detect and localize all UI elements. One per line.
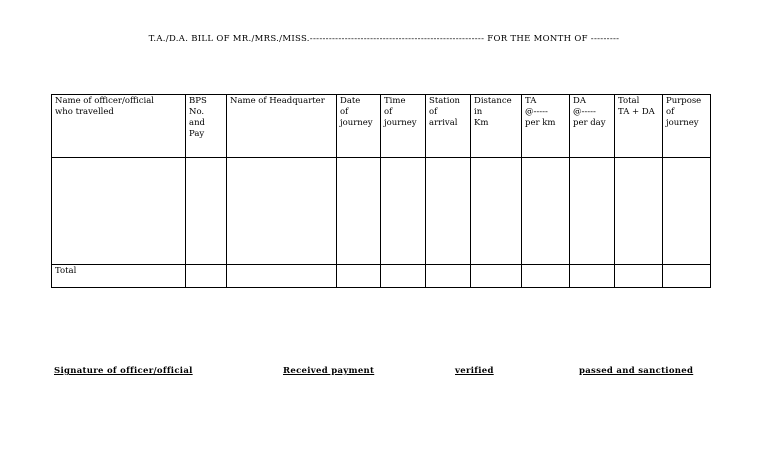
header-total-ta-da: Total TA + DA — [615, 95, 663, 158]
header-officer-name: Name of officer/official who travelled — [52, 95, 186, 158]
header-date-of-journey: Date of journey — [337, 95, 381, 158]
ta-da-bill-table — [51, 94, 711, 288]
total-cell — [426, 265, 471, 288]
total-cell — [663, 265, 711, 288]
total-cell — [186, 265, 227, 288]
header-station-of-arrival: Station of arrival — [426, 95, 471, 158]
total-cell — [522, 265, 570, 288]
entry-cell — [381, 158, 426, 265]
total-cell — [570, 265, 615, 288]
entry-cell — [337, 158, 381, 265]
header-headquarter: Name of Headquarter — [227, 95, 337, 158]
header-distance-km: Distance in Km — [471, 95, 522, 158]
entry-cell — [471, 158, 522, 265]
entry-cell — [186, 158, 227, 265]
table-header-row — [52, 95, 711, 158]
entry-cell — [227, 158, 337, 265]
total-cell — [337, 265, 381, 288]
total-cell — [471, 265, 522, 288]
signature-officer-label: Signature of officer/official — [54, 366, 193, 376]
entry-cell — [426, 158, 471, 265]
entry-cell — [522, 158, 570, 265]
header-bps-pay: BPS No. and Pay — [186, 95, 227, 158]
received-payment-label: Received payment — [283, 366, 375, 376]
entry-cell — [570, 158, 615, 265]
header-ta-per-km: TA @----- per km — [522, 95, 570, 158]
entry-cell — [615, 158, 663, 265]
header-time-of-journey: Time of journey — [381, 95, 426, 158]
entry-cell — [52, 158, 186, 265]
total-cell — [615, 265, 663, 288]
header-da-per-day: DA @----- per day — [570, 95, 615, 158]
total-cell — [227, 265, 337, 288]
verified-label: verified — [455, 366, 494, 376]
table-total-row — [52, 265, 711, 288]
total-cell — [381, 265, 426, 288]
page-title: T.A./D.A. BILL OF MR./MRS./MISS.------------------------------------------------------- FOR THE MONTH OF --------- — [148, 34, 620, 44]
table-entry-row — [52, 158, 711, 265]
header-purpose-of-journey: Purpose of journey — [663, 95, 711, 158]
entry-cell — [663, 158, 711, 265]
total-label: Total — [52, 265, 186, 288]
passed-sanctioned-label: passed and sanctioned — [579, 366, 694, 376]
